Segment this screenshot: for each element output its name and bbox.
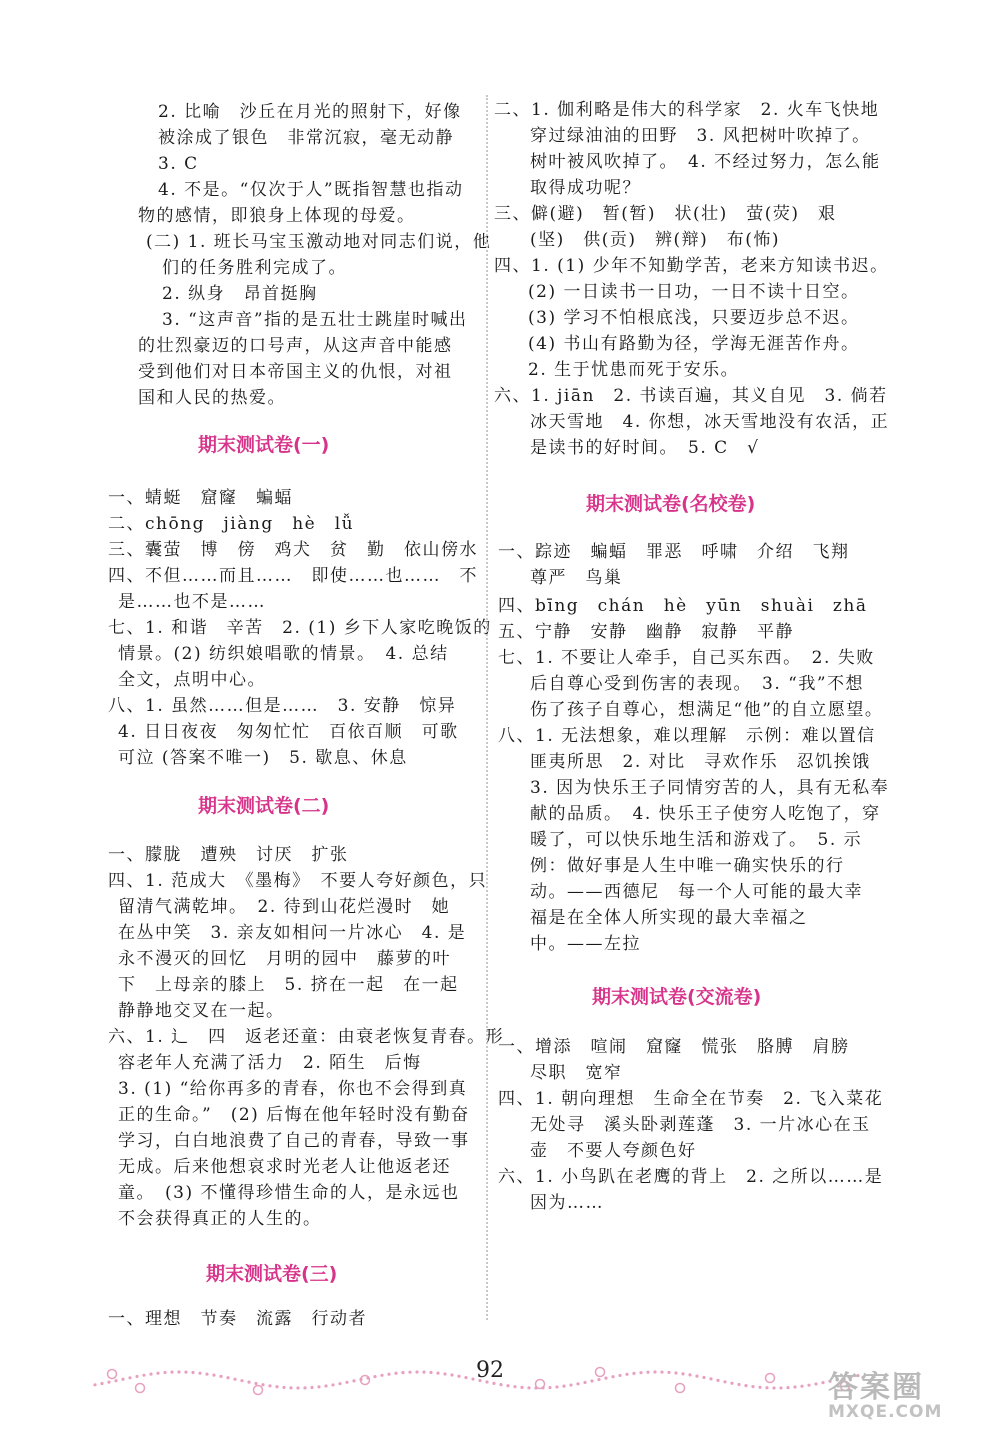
left-answer-line: 不会获得真正的人生的。 (118, 1209, 322, 1229)
footer-dot (590, 1379, 593, 1382)
footer-dot (352, 1379, 355, 1382)
left-answer-line: 2. 纵身 昂首挺胸 (162, 284, 318, 304)
right-answer-line: 六、1. jiān 2. 书读百遍，其义自见 3. 倘若 (494, 386, 888, 406)
left-section-heading: 期末测试卷(二) (198, 795, 330, 817)
watermark-top-text: 答案圈 (828, 1370, 924, 1405)
left-answer-line: 是……也不是…… (118, 592, 266, 612)
footer-dot (639, 1371, 642, 1374)
footer-dot (520, 1386, 523, 1389)
footer-dot (373, 1375, 376, 1378)
left-answer-line: (二) 1. 班长马宝玉激动地对同志们说，他 (146, 232, 492, 252)
footer-dot (401, 1371, 404, 1374)
footer-dot (695, 1375, 698, 1378)
right-answer-line: 五、宁静 安静 幽静 寂静 平静 (498, 622, 794, 642)
right-answer-line: (3) 学习不怕根底浅，只要迈步总不迟。 (528, 308, 860, 328)
footer-dot (632, 1372, 635, 1375)
footer-dot (121, 1378, 124, 1381)
right-answer-line: 壶 不要人夸颜色好 (530, 1141, 697, 1161)
left-answer-line: 正的生命。” (2) 后悔在他年轻时没有勤奋 (118, 1105, 470, 1125)
footer-dot (744, 1384, 747, 1387)
right-answer-line: 尊严 鸟巢 (530, 568, 623, 588)
footer-dot (814, 1382, 817, 1385)
left-answer-line: 3. “这声音”指的是五壮士跳崖时喊出 (162, 310, 468, 330)
right-answer-line: 2. 生于忧患而死于安乐。 (528, 360, 740, 380)
right-answer-line: 后自尊心受到伤害的表现。 3. “我”不想 (530, 674, 865, 694)
footer-dot (296, 1386, 299, 1389)
left-answer-line: 受到他们对日本帝国主义的仇恨，对祖 (138, 362, 453, 382)
footer-dot (688, 1373, 691, 1376)
footer-dot (660, 1370, 663, 1373)
footer-dot (436, 1372, 439, 1375)
right-answer-line: 伤了孩子自尊心，想满足“他”的自立愿望。 (530, 700, 884, 720)
right-answer-line: 冰天雪地 4. 你想，冰天雪地没有农活，正 (530, 412, 890, 432)
right-answer-line: 献的品质。 4. 快乐王子使穷人吃饱了，穿 (530, 804, 881, 824)
footer-dot (177, 1370, 180, 1373)
footer-dot (751, 1385, 754, 1388)
left-answer-line: 2. 比喻 沙丘在月光的照射下，好像 (158, 102, 462, 122)
right-answer-line: 因为…… (530, 1193, 604, 1213)
footer-dot (219, 1375, 222, 1378)
watermark-bottom-text: MXQE.COM (828, 1402, 943, 1422)
right-answer-line: 暖了，可以快乐地生活和游戏了。 5. 示 (530, 830, 863, 850)
footer-dot (380, 1374, 383, 1377)
right-answer-line: 尽职 宽窄 (530, 1063, 623, 1083)
right-answer-line: 四、1. (1) 少年不知勤学苦，老来方知读书迟。 (494, 256, 889, 276)
footer-dot (394, 1372, 397, 1375)
footer-flower-icon (766, 1374, 775, 1383)
footer-dot (597, 1378, 600, 1381)
right-answer-line: 福是在全体人所实现的最大幸福之 (530, 908, 808, 928)
footer-dot (765, 1386, 768, 1389)
footer-dot (583, 1381, 586, 1384)
footer-dot (345, 1381, 348, 1384)
right-answer-line: 3. 因为快乐王子同情穷苦的人，具有无私奉 (530, 778, 890, 798)
right-answer-line: 四、bīng chán hè yūn shuài zhā (498, 596, 868, 616)
footer-dot (142, 1374, 145, 1377)
footer-dot (324, 1384, 327, 1387)
footer-dot (772, 1386, 775, 1389)
footer-dot (450, 1373, 453, 1376)
footer-dot (233, 1378, 236, 1381)
footer-dot (135, 1375, 138, 1378)
right-answer-line: 穿过绿油油的田野 3. 风把树叶吹掉了。 (530, 126, 871, 146)
footer-dot (653, 1370, 656, 1373)
footer-dot (205, 1372, 208, 1375)
footer-dot (191, 1371, 194, 1374)
footer-dot (800, 1385, 803, 1388)
footer-dot (93, 1383, 96, 1386)
right-answer-line: 一、增添 喧闹 窟窿 慌张 胳膊 肩膀 (498, 1037, 850, 1057)
footer-dot (282, 1386, 285, 1389)
left-answer-line: 3. (1) “给你再多的青春，你也不会得到真 (118, 1079, 468, 1099)
right-answer-line: 取得成功呢？ (530, 178, 641, 198)
left-answer-line: 六、1. 辶 四 返老还童：由衰老恢复青春。形 (108, 1027, 505, 1047)
footer-dot (730, 1382, 733, 1385)
right-answer-line: 八、1. 无法想象，难以理解 示例：难以置信 (498, 726, 876, 746)
footer-dot (555, 1385, 558, 1388)
footer-dot (786, 1386, 789, 1389)
left-answer-line: 情景。(2) 纺织娘唱歌的情景。 4. 总结 (118, 644, 449, 664)
footer-dot (415, 1370, 418, 1373)
left-answer-line: 留清气满乾坤。 2. 待到山花烂漫时 她 (118, 897, 451, 917)
footer-dot (303, 1386, 306, 1389)
footer-dot (429, 1371, 432, 1374)
footer-dot (646, 1371, 649, 1374)
footer-dot (674, 1371, 677, 1374)
footer-dot (240, 1379, 243, 1382)
left-answer-line: 国和人民的热爱。 (138, 388, 286, 408)
footer-dot (317, 1385, 320, 1388)
footer-dot (184, 1371, 187, 1374)
left-answer-line: 的壮烈豪迈的口号声，从这声音中能感 (138, 336, 453, 356)
footer-dot (247, 1381, 250, 1384)
footer-dot (107, 1381, 110, 1384)
footer-dot (681, 1372, 684, 1375)
left-answer-line: 一、蜻蜓 窟窿 蝙蝠 (108, 488, 293, 508)
footer-dot (100, 1382, 103, 1385)
footer-dot (702, 1376, 705, 1379)
left-answer-line: 4. 日日夜夜 匆匆忙忙 百依百顺 可歌 (118, 722, 459, 742)
left-section-heading: 期末测试卷(三) (206, 1263, 338, 1285)
footer-dot (625, 1373, 628, 1376)
right-answer-line: (2) 一日读书一日功，一日不读十日空。 (528, 282, 860, 302)
footer-dot (289, 1386, 292, 1389)
right-answer-line: 三、僻(避) 暂(暂) 状(壮) 萤(荧) 艰 (494, 204, 837, 224)
footer-dot (338, 1382, 341, 1385)
footer-dot (170, 1371, 173, 1374)
footer-dot (268, 1384, 271, 1387)
right-answer-line: 是读书的好时间。 5. C √ (530, 438, 760, 458)
right-answer-line: 七、1. 不要让人牵手，自己买东西。 2. 失败 (498, 648, 875, 668)
footer-dot (254, 1382, 257, 1385)
right-section-heading: 期末测试卷(交流卷) (592, 986, 762, 1008)
page-number: 92 (476, 1358, 504, 1383)
left-answer-line: 三、囊萤 博 傍 鸡犬 贫 勤 依山傍水 (108, 540, 478, 560)
left-answer-line: 一、朦胧 遭殃 讨厌 扩张 (108, 845, 349, 865)
footer-dot (114, 1379, 117, 1382)
footer-dot (807, 1384, 810, 1387)
footer-dot (443, 1372, 446, 1375)
footer-dot (226, 1376, 229, 1379)
right-answer-line: 一、踪迹 蝙蝠 罪恶 呼啸 介绍 飞翔 (498, 542, 850, 562)
left-answer-line: 学习，白白地浪费了自己的青春，导致一事 (118, 1131, 470, 1151)
left-answer-line: 们的任务胜利完成了。 (162, 258, 347, 278)
footer-flower-icon (254, 1386, 263, 1395)
footer-flower-icon (108, 1370, 117, 1379)
footer-dot (569, 1383, 572, 1386)
footer-dot (576, 1382, 579, 1385)
footer-dot (128, 1376, 131, 1379)
footer-flower-icon (596, 1368, 605, 1377)
footer-dot (198, 1372, 201, 1375)
footer-dot (604, 1377, 607, 1380)
left-answer-line: 无成。后来他想哀求时光老人让他返老还 (118, 1157, 451, 1177)
footer-dot (618, 1374, 621, 1377)
right-answer-line: (4) 书山有路勤为径，学海无涯苦作舟。 (528, 334, 860, 354)
right-answer-line: 树叶被风吹掉了。 4. 不经过努力，怎么能 (530, 152, 881, 172)
right-answer-line: 六、1. 小鸟趴在老鹰的背上 2. 之所以……是 (498, 1167, 884, 1187)
watermark-logo (828, 1362, 988, 1426)
footer-dot (779, 1386, 782, 1389)
footer-dot (758, 1386, 761, 1389)
footer-dot (275, 1385, 278, 1388)
right-answer-line: 匪夷所思 2. 对比 寻欢作乐 忍饥挨饿 (530, 752, 871, 772)
footer-dot (331, 1383, 334, 1386)
left-answer-line: 童。 (3) 不懂得珍惜生命的人，是永远也 (118, 1183, 460, 1203)
footer-dot (709, 1377, 712, 1380)
left-answer-line: 一、理想 节奏 流露 行动者 (108, 1309, 367, 1329)
left-answer-line: 静静地交叉在一起。 (118, 1001, 285, 1021)
footer-dot (261, 1383, 264, 1386)
left-answer-line: 八、1. 虽然……但是…… 3. 安静 惊异 (108, 696, 457, 716)
column-divider (486, 95, 488, 1320)
right-answer-line: 中。——左拉 (530, 934, 641, 954)
left-answer-line: 3. C (158, 154, 199, 174)
left-answer-line: 可泣 (答案不唯一) 5. 歇息、休息 (118, 748, 408, 768)
right-answer-line: 动。——西德尼 每一个人可能的最大幸 (530, 882, 863, 902)
left-answer-line: 被涂成了银色 非常沉寂，毫无动静 (158, 128, 454, 148)
footer-flower-icon (136, 1384, 145, 1393)
footer-dot (562, 1384, 565, 1387)
left-answer-line: 物的感情，即狼身上体现的母爱。 (138, 206, 416, 226)
footer-dot (723, 1380, 726, 1383)
footer-dot (737, 1383, 740, 1386)
left-answer-line: 容老年人充满了活力 2. 陌生 后悔 (118, 1053, 422, 1073)
left-answer-line: 全文，点明中心。 (118, 670, 266, 690)
footer-dot (527, 1386, 530, 1389)
footer-dot (310, 1386, 313, 1389)
footer-flower-icon (536, 1380, 545, 1389)
left-answer-line: 二、chōng jiàng hè lǚ (108, 514, 355, 534)
footer-dot (422, 1371, 425, 1374)
left-answer-line: 永不漫灭的回忆 月明的园中 藤萝的叶 (118, 949, 451, 969)
footer-dot (163, 1371, 166, 1374)
left-answer-line: 七、1. 和谐 辛苦 2. (1) 乡下人家吃晚饭的 (108, 618, 492, 638)
footer-dot (667, 1371, 670, 1374)
left-answer-line: 四、不但……而且…… 即使……也…… 不 (108, 566, 478, 586)
footer-dot (821, 1381, 824, 1384)
footer-dot (149, 1372, 152, 1375)
footer-flower-icon (676, 1384, 685, 1393)
left-answer-line: 四、1. 范成大 《墨梅》 不要人夸好颜色，只 (108, 871, 488, 891)
right-answer-line: 无处寻 溪头卧剥莲蓬 3. 一片冰心在玉 (530, 1115, 871, 1135)
left-answer-line: 4. 不是。“仅次于人”既指智慧也指动 (158, 180, 464, 200)
right-answer-line: (坚) 供(贡) 辨(辩) 布(怖) (530, 230, 781, 250)
footer-dot (548, 1386, 551, 1389)
right-answer-line: 四、1. 朝向理想 生命全在节奏 2. 飞入菜花 (498, 1089, 884, 1109)
footer-dot (408, 1371, 411, 1374)
footer-dot (387, 1373, 390, 1376)
right-answer-line: 例：做好事是人生中唯一确实快乐的行 (530, 856, 845, 876)
footer-dot (212, 1374, 215, 1377)
left-answer-line: 在丛中笑 3. 亲友如相问一片冰心 4. 是 (118, 923, 467, 943)
right-answer-line: 二、1. 伽利略是伟大的科学家 2. 火车飞快地 (494, 100, 880, 120)
footer-dot (793, 1385, 796, 1388)
left-section-heading: 期末测试卷(一) (198, 434, 330, 456)
left-answer-line: 下 上母亲的膝上 5. 挤在一起 在一起 (118, 975, 459, 995)
right-section-heading: 期末测试卷(名校卷) (586, 493, 756, 515)
footer-dot (156, 1372, 159, 1375)
footer-dot (611, 1375, 614, 1378)
footer-dot (716, 1379, 719, 1382)
